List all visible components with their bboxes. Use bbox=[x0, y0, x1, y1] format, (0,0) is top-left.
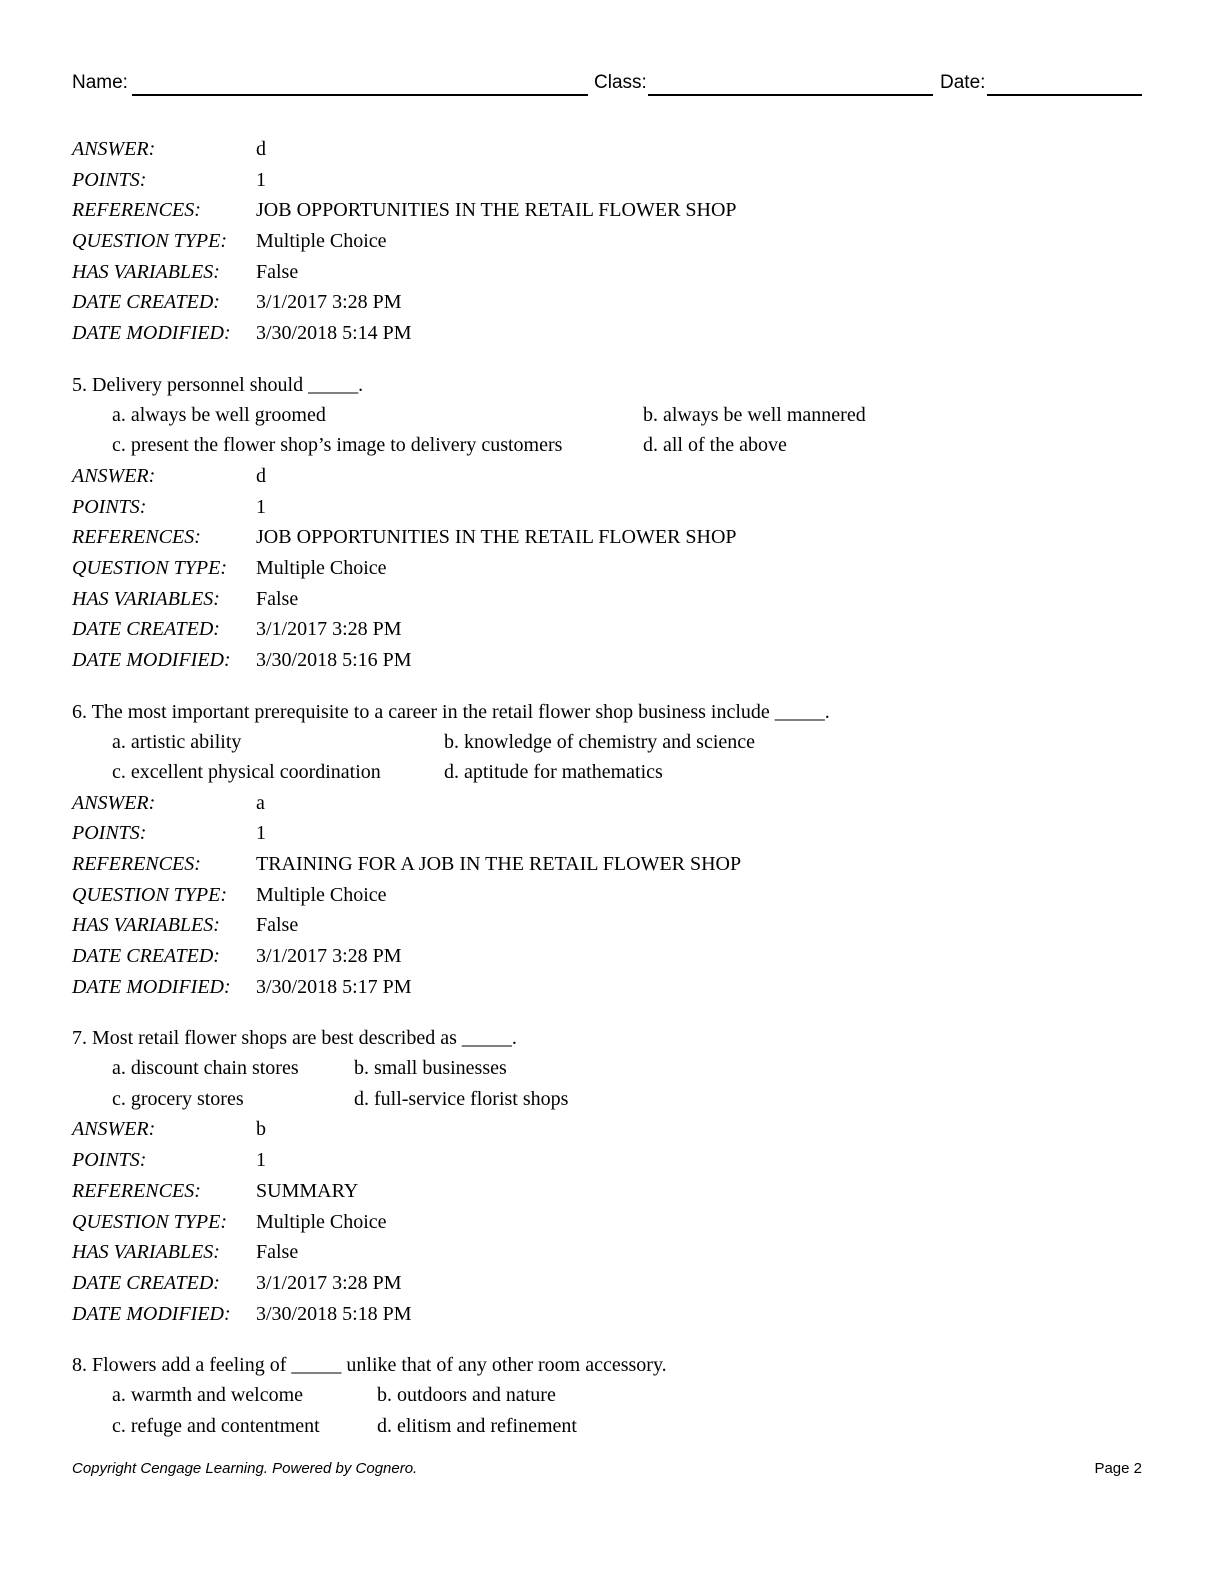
references-value: JOB OPPORTUNITIES IN THE RETAIL FLOWER SHOP bbox=[256, 526, 737, 549]
options-row bbox=[72, 400, 1142, 431]
options-row bbox=[72, 1411, 1142, 1442]
option-d: d. aptitude for mathematics bbox=[444, 761, 663, 784]
answer-value: d bbox=[256, 138, 266, 160]
date-modified-value: 3/30/2018 5:17 PM bbox=[256, 975, 412, 998]
date-modified-value: 3/30/2018 5:14 PM bbox=[256, 322, 412, 345]
points-value: 1 bbox=[256, 1149, 266, 1172]
answer-row: ANSWER: d bbox=[72, 134, 1142, 165]
date-modified-row: DATE MODIFIED: 3/30/2018 5:18 PM bbox=[72, 1299, 1142, 1330]
references-value: TRAINING FOR A JOB IN THE RETAIL FLOWER SHOP bbox=[256, 853, 742, 875]
option-b: b. knowledge of chemistry and science bbox=[444, 730, 756, 753]
has-variables-row: HAS VARIABLES: False bbox=[72, 910, 1142, 941]
options-row bbox=[72, 727, 1142, 758]
date-created-value: 3/1/2017 3:28 PM bbox=[256, 945, 402, 968]
question-4-metadata bbox=[72, 134, 1142, 349]
option-c: c. grocery stores bbox=[112, 1087, 244, 1110]
date-created-value: 3/1/2017 3:28 PM bbox=[256, 1271, 402, 1294]
date-created-value: 3/1/2017 3:28 PM bbox=[256, 618, 402, 641]
date-label: Date: bbox=[940, 72, 986, 93]
date-blank-line bbox=[987, 94, 1142, 96]
question-type-row: QUESTION TYPE: Multiple Choice bbox=[72, 1207, 1142, 1238]
question-text: 8. Flowers add a feeling of _____ unlike that of any other room accessory. bbox=[72, 1354, 667, 1377]
answer-value: d bbox=[256, 464, 266, 487]
points-row: POINTS: 1 bbox=[72, 492, 1142, 523]
question-text: 5. Delivery personnel should _____. bbox=[72, 373, 364, 396]
references-value: SUMMARY bbox=[256, 1179, 359, 1202]
references-value: JOB OPPORTUNITIES IN THE RETAIL FLOWER SHOP bbox=[256, 199, 737, 222]
option-c: c. refuge and contentment bbox=[112, 1414, 320, 1437]
points-row: POINTS: 1 bbox=[72, 818, 1142, 849]
question-5 bbox=[72, 370, 1142, 676]
question-8 bbox=[72, 1350, 1142, 1441]
date-created-value: 3/1/2017 3:28 PM bbox=[256, 291, 402, 314]
points-value: 1 bbox=[256, 822, 266, 845]
date-created-row: DATE CREATED: 3/1/2017 3:28 PM bbox=[72, 1268, 1142, 1299]
option-c: c. excellent physical coordination bbox=[112, 761, 381, 784]
answer-value: b bbox=[256, 1118, 266, 1141]
option-a: a. warmth and welcome bbox=[112, 1384, 304, 1407]
option-b: b. always be well mannered bbox=[643, 403, 866, 426]
option-a: a. always be well groomed bbox=[112, 403, 326, 426]
option-c: c. present the flower shop’s image to delivery customers bbox=[112, 434, 563, 457]
references-row: REFERENCES: TRAINING FOR A JOB IN THE RETAIL FLOWER SHOP bbox=[72, 849, 1142, 880]
option-a: a. artistic ability bbox=[112, 730, 242, 753]
page-header bbox=[72, 70, 1142, 98]
date-modified-row: DATE MODIFIED: 3/30/2018 5:17 PM bbox=[72, 972, 1142, 1003]
points-row: POINTS: 1 bbox=[72, 1145, 1142, 1176]
points-row: POINTS: 1 bbox=[72, 165, 1142, 196]
question-text: 6. The most important prerequisite to a career in the retail flower shop business include _____. bbox=[72, 700, 830, 723]
name-blank-line bbox=[132, 94, 588, 96]
option-d: d. full-service florist shops bbox=[354, 1087, 569, 1110]
question-text: 7. Most retail flower shops are best described as _____. bbox=[72, 1027, 517, 1050]
copyright-text: Copyright Cengage Learning. Powered by Cognero. bbox=[72, 1460, 418, 1477]
points-value: 1 bbox=[256, 168, 266, 191]
question-type-value: Multiple Choice bbox=[256, 883, 387, 906]
class-label: Class: bbox=[594, 72, 647, 93]
references-row: REFERENCES: JOB OPPORTUNITIES IN THE RETAIL FLOWER SHOP bbox=[72, 522, 1142, 553]
question-6 bbox=[72, 697, 1142, 1003]
answer-row: ANSWER: d bbox=[72, 461, 1142, 492]
options-row bbox=[72, 1053, 1142, 1084]
answer-row: ANSWER: a bbox=[72, 788, 1142, 819]
name-label: Name: bbox=[72, 72, 128, 93]
date-created-row: DATE CREATED: 3/1/2017 3:28 PM bbox=[72, 614, 1142, 645]
option-a: a. discount chain stores bbox=[112, 1057, 299, 1080]
question-type-value: Multiple Choice bbox=[256, 1210, 387, 1233]
question-7 bbox=[72, 1023, 1142, 1329]
date-modified-value: 3/30/2018 5:16 PM bbox=[256, 648, 412, 671]
has-variables-value: False bbox=[256, 260, 299, 283]
options-row bbox=[72, 430, 1142, 461]
has-variables-value: False bbox=[256, 1241, 299, 1264]
has-variables-value: False bbox=[256, 587, 299, 610]
question-type-value: Multiple Choice bbox=[256, 230, 387, 253]
page-number: Page 2 bbox=[1094, 1460, 1142, 1477]
page-footer bbox=[72, 1460, 1142, 1480]
has-variables-row: HAS VARIABLES: False bbox=[72, 1237, 1142, 1268]
options-row bbox=[72, 757, 1142, 788]
answer-value: a bbox=[256, 791, 265, 814]
option-b: b. outdoors and nature bbox=[377, 1384, 556, 1407]
points-value: 1 bbox=[256, 495, 266, 518]
option-b: b. small businesses bbox=[354, 1057, 507, 1080]
has-variables-value: False bbox=[256, 914, 299, 937]
references-row: REFERENCES: SUMMARY bbox=[72, 1176, 1142, 1207]
question-type-row: QUESTION TYPE: Multiple Choice bbox=[72, 226, 1142, 257]
question-type-value: Multiple Choice bbox=[256, 556, 387, 579]
option-d: d. all of the above bbox=[643, 434, 787, 457]
has-variables-row: HAS VARIABLES: False bbox=[72, 257, 1142, 288]
date-modified-row: DATE MODIFIED: 3/30/2018 5:16 PM bbox=[72, 645, 1142, 676]
references-row: REFERENCES: JOB OPPORTUNITIES IN THE RETAIL FLOWER SHOP bbox=[72, 195, 1142, 226]
option-d: d. elitism and refinement bbox=[377, 1414, 577, 1437]
date-created-row: DATE CREATED: 3/1/2017 3:28 PM bbox=[72, 941, 1142, 972]
question-type-row: QUESTION TYPE: Multiple Choice bbox=[72, 553, 1142, 584]
question-content bbox=[72, 134, 1142, 1441]
date-modified-row: DATE MODIFIED: 3/30/2018 5:14 PM bbox=[72, 318, 1142, 349]
question-type-row: QUESTION TYPE: Multiple Choice bbox=[72, 880, 1142, 911]
options-row bbox=[72, 1084, 1142, 1115]
has-variables-row: HAS VARIABLES: False bbox=[72, 584, 1142, 615]
answer-row: ANSWER: b bbox=[72, 1114, 1142, 1145]
class-blank-line bbox=[648, 94, 933, 96]
date-created-row: DATE CREATED: 3/1/2017 3:28 PM bbox=[72, 287, 1142, 318]
date-modified-value: 3/30/2018 5:18 PM bbox=[256, 1302, 412, 1325]
options-row bbox=[72, 1380, 1142, 1411]
